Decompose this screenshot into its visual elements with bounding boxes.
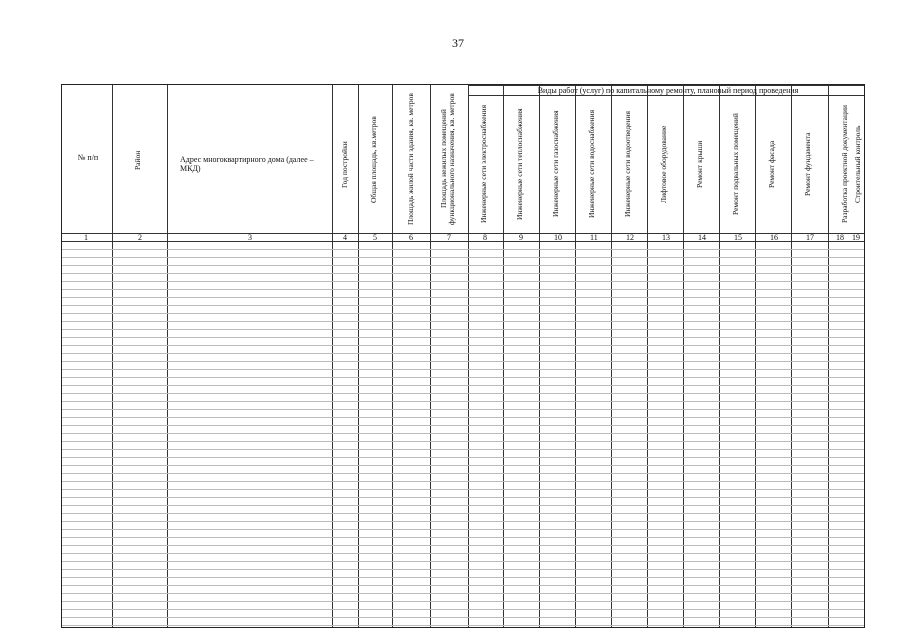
header-living-area: Площадь жилой части здания, кв. метров <box>406 93 415 225</box>
colnum: 19 <box>852 233 860 242</box>
group-title-line <box>468 95 864 96</box>
table-row-line <box>62 393 864 394</box>
colnum: 3 <box>248 233 252 242</box>
header-work-1: Инженерные сети электроснабжения <box>479 104 488 224</box>
table-row-line <box>62 577 864 578</box>
header-work-7: Ремонт крыши <box>695 140 704 188</box>
table-row-line <box>62 625 864 626</box>
colnum: 9 <box>519 233 523 242</box>
table-row-line <box>62 569 864 570</box>
colnum: 6 <box>409 233 413 242</box>
table-row-line <box>62 385 864 386</box>
table-row-line <box>62 313 864 314</box>
header-work-6: Лифтовое оборудование <box>659 125 668 203</box>
table-row-line <box>62 361 864 362</box>
header-address: Адрес многоквартирного дома (далее – МКД) <box>180 155 314 173</box>
table-row-line <box>62 601 864 602</box>
header-work-11: Разработка проектной документации <box>840 105 849 224</box>
table-row-line <box>62 401 864 402</box>
table-row-line <box>62 345 864 346</box>
table-row-line <box>62 369 864 370</box>
colnum-bottom-line <box>62 241 864 242</box>
table-row-line <box>62 489 864 490</box>
header-work-5: Инженерные сети водоотведения <box>623 111 632 217</box>
table-row-line <box>62 449 864 450</box>
colnum: 17 <box>806 233 814 242</box>
colnum: 12 <box>626 233 634 242</box>
table-row-line <box>62 305 864 306</box>
header-work-2: Инженерные сети теплоснабжения <box>515 108 524 220</box>
table-row-line <box>62 353 864 354</box>
colnum: 14 <box>698 233 706 242</box>
table-row-line <box>62 329 864 330</box>
header-total-area: Общая площадь, кв.метров <box>369 116 378 204</box>
header-bottom-line <box>62 233 864 234</box>
table-row-line <box>62 465 864 466</box>
header-work-3: Инженерные сети газоснабжения <box>551 110 560 218</box>
colnum: 8 <box>483 233 487 242</box>
header-year: Год постройки <box>340 141 349 189</box>
table-row-line <box>62 441 864 442</box>
header-work-12: Строительный контроль <box>853 125 862 203</box>
table-row-line <box>62 321 864 322</box>
table-row-line <box>62 609 864 610</box>
table-grid <box>61 84 865 628</box>
table-row-line <box>62 497 864 498</box>
table-row-line <box>62 521 864 522</box>
colnum: 10 <box>554 233 562 242</box>
header-nonliving-area: Площадь нежилых помещений функционального назначения, кв. метров <box>439 93 456 225</box>
header-district: Район <box>133 150 142 170</box>
table-row-line <box>62 593 864 594</box>
table-row-line <box>62 297 864 298</box>
table-row-line <box>62 553 864 554</box>
table-row-line <box>62 513 864 514</box>
table-row-line <box>62 481 864 482</box>
table-row-line <box>62 545 864 546</box>
table-row-line <box>62 377 864 378</box>
page-number: 37 <box>452 36 464 50</box>
table-row-line <box>62 257 864 258</box>
colnum: 7 <box>447 233 451 242</box>
table-row-line <box>62 265 864 266</box>
header-work-8: Ремонт подвальных помещений <box>731 113 740 215</box>
table-row-line <box>62 273 864 274</box>
table-row-line <box>62 337 864 338</box>
table-row-line <box>62 425 864 426</box>
header-work-9: Ремонт фасада <box>767 140 776 188</box>
table-row-line <box>62 409 864 410</box>
table-row-line <box>62 529 864 530</box>
colnum: 11 <box>590 233 598 242</box>
table-row-line <box>62 433 864 434</box>
table-row-line <box>62 537 864 538</box>
colnum: 16 <box>770 233 778 242</box>
table-row-line <box>62 585 864 586</box>
header-work-10: Ремонт фундамента <box>803 132 812 196</box>
header-group-title: Виды работ (услуг) по капитальному ремонту, плановый период проведения <box>537 86 799 95</box>
table-row-line <box>62 281 864 282</box>
table-row-line <box>62 561 864 562</box>
table-row-line <box>62 617 864 618</box>
colnum: 15 <box>734 233 742 242</box>
table-row-line <box>62 249 864 250</box>
colnum: 18 <box>836 233 844 242</box>
colnum: 1 <box>84 233 88 242</box>
table-row-line <box>62 289 864 290</box>
colnum: 4 <box>343 233 347 242</box>
table-row-line <box>62 473 864 474</box>
header-work-4: Инженерные сети водоснабжения <box>587 109 596 219</box>
table-row-line <box>62 505 864 506</box>
header-no: № п/п <box>77 153 99 162</box>
table-row-line <box>62 417 864 418</box>
colnum: 5 <box>373 233 377 242</box>
colnum: 13 <box>662 233 670 242</box>
table-row-line <box>62 457 864 458</box>
colnum: 2 <box>138 233 142 242</box>
